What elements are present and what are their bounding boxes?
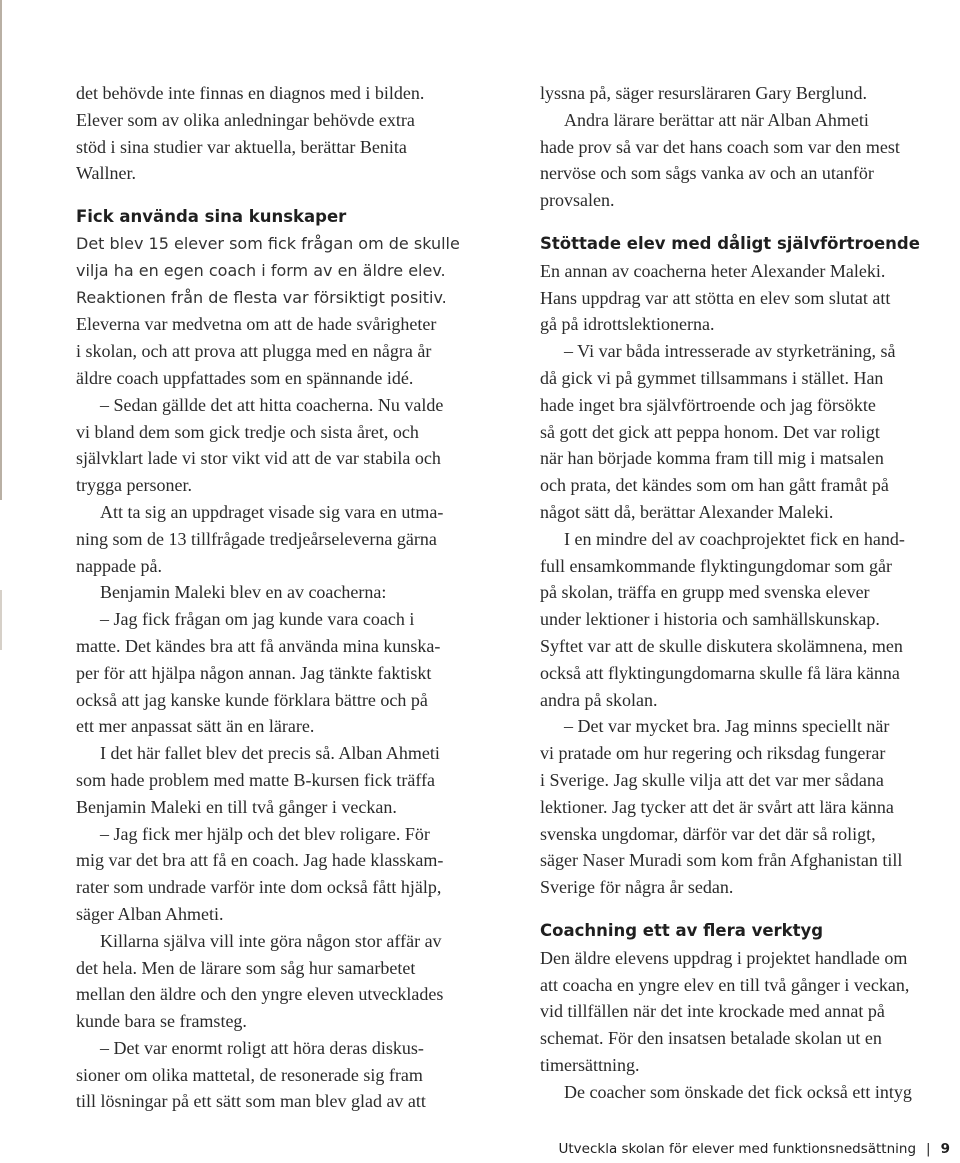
text-line: Att ta sig an uppdraget visade sig vara en utma- [100,501,444,522]
text-line: vilja ha en egen coach i form av en äldre elev. [76,260,446,280]
footer-title: Utveckla skolan för elever med funktionsnedsättning [558,1141,917,1157]
text-line: att coacha en yngre elev en till två gånger i veckan, [540,974,910,995]
text-line: – Jag fick mer hjälp och det blev roligare. För [100,823,430,844]
text-line: timersättning. [540,1054,640,1075]
text-line: rater som undrade varför inte dom också fått hjälp, [76,877,442,898]
section-heading: Stöttade elev med dåligt självförtroende [540,233,920,253]
text-line: Sverige för några år sedan. [540,877,734,898]
text-line: En annan av coacherna heter Alexander Maleki. [540,260,886,281]
page-footer [559,1141,951,1157]
text-line: andra på skolan. [540,689,658,710]
paragraph-gap [540,214,960,231]
text-line: under lektioner i historia och samhällskunskap. [540,609,880,630]
text-line: – Jag fick frågan om jag kunde vara coach i [100,609,415,630]
text-line: Syftet var att de skulle diskutera skolämnena, men [540,635,903,656]
text-line: Reaktionen från de flesta var försiktigt positiv. [76,287,447,307]
text-line: Det blev 15 elever som fick frågan om de skulle [76,233,460,253]
text-line: trygga personer. [76,475,192,496]
text-line: säger Alban Ahmeti. [76,903,224,924]
text-line: I en mindre del av coachprojektet fick en hand- [564,528,905,549]
text-line: Elever som av olika anledningar behövde extra [76,109,415,130]
text-line: ett mer anpassat sätt än en lärare. [76,716,315,737]
text-line: – Det var mycket bra. Jag minns speciellt när [564,716,890,737]
paragraph-gap [540,901,960,918]
text-line: De coacher som önskade det fick också ett intyg [564,1081,912,1102]
text-line: säger Naser Muradi som kom från Afghanistan till [540,850,903,871]
text-line: på skolan, träffa en grupp med svenska elever [540,582,870,603]
text-line: det behövde inte finnas en diagnos med i bilden. [76,83,425,103]
text-line: när han började komma fram till mig i matsalen [540,448,884,469]
text-line: hade inget bra självförtroende och jag försökte [540,394,876,415]
text-line: – Vi var båda intresserade av styrketräning, så [564,341,896,362]
page-edge-decoration [0,590,2,650]
footer-separator: | [926,1141,931,1157]
text-line: Killarna själva vill inte göra någon stor affär av [100,930,442,951]
text-column-left [76,80,496,1115]
text-line: mellan den äldre och den yngre eleven utvecklades [76,984,444,1005]
text-line: också att flyktingungdomarna skulle få lära känna [540,662,900,683]
text-line: ning som de 13 tillfrågade tredjeårseleverna gärna [76,528,437,549]
text-line: så gott det gick att peppa honom. Det var roligt [540,421,880,442]
text-line: – Det var enormt roligt att höra deras diskus- [100,1037,424,1058]
text-line: gå på idrottslektionerna. [540,314,715,335]
text-line: nappade på. [76,555,162,576]
text-line: matte. Det kändes bra att få använda mina kunska- [76,635,441,656]
text-line: lektioner. Jag tycker att det är svårt att lära känna [540,796,894,817]
text-line: Eleverna var medvetna om att de hade svårigheter [76,314,437,335]
text-line: svenska ungdomar, därför var det där så roligt, [540,823,876,844]
text-line: också att jag kanske kunde förklara bättre och på [76,689,428,710]
text-line: – Sedan gällde det att hitta coacherna. Nu valde [100,394,444,415]
text-line: Andra lärare berättar att när Alban Ahmeti [564,109,869,130]
text-line: då gick vi på gymmet tillsammans i stället. Han [540,367,884,388]
section-heading: Fick använda sina kunskaper [76,207,347,227]
text-line: Benjamin Maleki en till två gånger i veckan. [76,796,397,817]
text-line: vi bland dem som gick tredje och sista året, och [76,421,419,442]
text-line: Wallner. [76,163,137,184]
text-line: mig var det bra att få en coach. Jag hade klasskam- [76,850,444,871]
page-number: 9 [940,1141,950,1157]
text-line: I det här fallet blev det precis så. Alban Ahmeti [100,743,440,764]
page-edge-decoration [0,0,2,500]
section-heading: Coachning ett av flera verktyg [540,920,824,940]
text-line: hade prov så var det hans coach som var den mest [540,136,900,157]
text-line: i skolan, och att prova att plugga med en några år [76,341,432,362]
text-line: stöd i sina studier var aktuella, berättar Benita [76,136,407,157]
text-line: självklart lade vi stor vikt vid att de var stabila och [76,448,441,469]
text-line: äldre coach uppfattades som en spännande idé. [76,367,414,388]
text-line: Benjamin Maleki blev en av coacherna: [100,582,387,603]
text-line: full ensamkommande flyktingungdomar som går [540,555,892,576]
text-line: det hela. Men de lärare som såg hur samarbetet [76,957,416,978]
text-line: som hade problem med matte B-kursen fick träffa [76,769,436,790]
text-line: Den äldre elevens uppdrag i projektet handlade om [540,947,908,968]
text-line: vid tillfällen när det inte krockade med annat på [540,1001,885,1022]
text-line: i Sverige. Jag skulle vilja att det var mer sådana [540,769,884,790]
text-line: kunde bara se framsteg. [76,1011,247,1032]
text-line: sioner om olika mattetal, de resonerade sig fram [76,1064,423,1085]
text-line: nervöse och som sågs vanka av och an utanför [540,163,874,184]
text-line: lyssna på, säger resursläraren Gary Berglund. [540,83,868,103]
text-line: Hans uppdrag var att stötta en elev som slutat att [540,287,891,308]
text-line: provsalen. [540,190,615,211]
paragraph-gap [76,187,496,204]
text-column-right [540,80,960,1105]
text-line: något sätt då, berättar Alexander Maleki. [540,501,834,522]
text-line: till lösningar på ett sätt som man blev glad av att [76,1091,426,1112]
text-line: och prata, det kändes som om han gått framåt på [540,475,889,496]
text-line: vi pratade om hur regering och riksdag fungerar [540,743,886,764]
text-line: per för att hjälpa någon annan. Jag tänkte faktiskt [76,662,432,683]
text-line: schemat. För den insatsen betalade skolan ut en [540,1028,882,1049]
